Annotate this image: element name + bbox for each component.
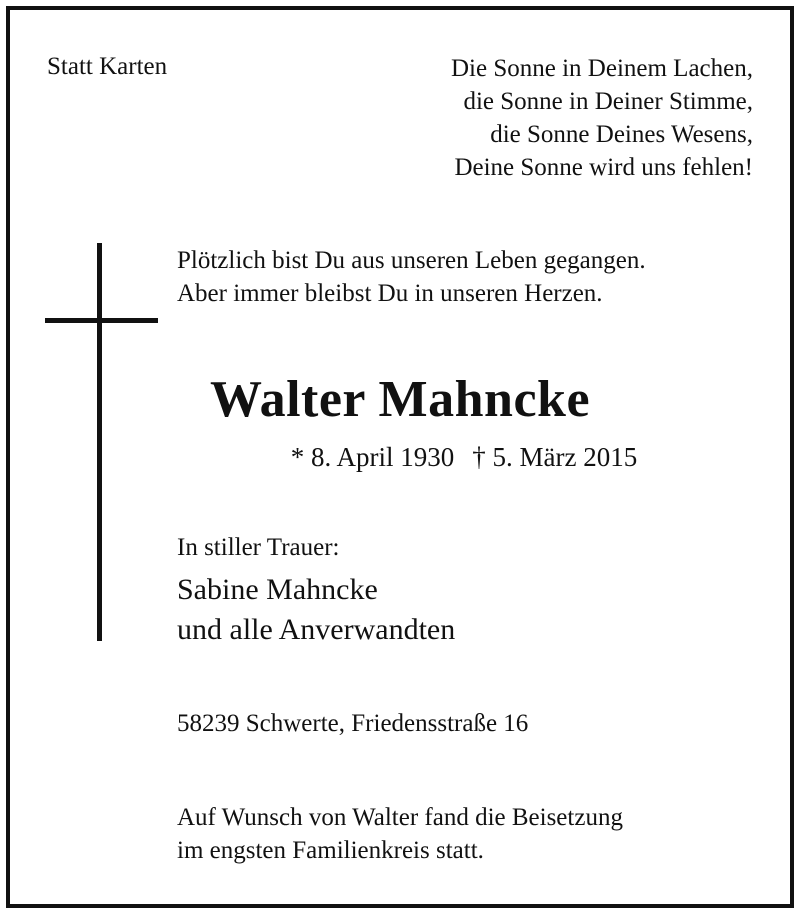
deceased-name: Walter Mahncke: [209, 371, 591, 428]
note-line: Auf Wunsch von Walter fand die Beisetzung: [177, 804, 623, 831]
poem-line: Deine Sonne wird uns fehlen!: [454, 154, 753, 181]
intro-line: Plötzlich bist Du aus unseren Leben gegangen.: [177, 247, 646, 274]
poem-line: die Sonne Deines Wesens,: [490, 121, 753, 148]
life-dates: [0, 440, 800, 474]
poem-line: Die Sonne in Deinem Lachen,: [451, 55, 753, 82]
poem-verse: [451, 52, 753, 184]
mourner-name: und alle Anverwandten: [177, 613, 456, 646]
birth-date: * 8. April 1930: [290, 442, 455, 472]
cross-horizontal-bar: [45, 318, 158, 323]
note-line: im engsten Familienkreis statt.: [177, 837, 484, 864]
mourners-list: [177, 570, 455, 650]
mourning-label: In stiller Trauer:: [177, 534, 340, 561]
mourner-name: Sabine Mahncke: [177, 573, 378, 606]
intro-line: Aber immer bleibst Du in unseren Herzen.: [177, 280, 603, 307]
poem-line: die Sonne in Deiner Stimme,: [463, 88, 753, 115]
funeral-note: [177, 801, 623, 867]
statt-karten-label: Statt Karten: [47, 53, 168, 80]
intro-text: [177, 244, 646, 310]
address: 58239 Schwerte, Friedensstraße 16: [177, 710, 529, 737]
death-date: † 5. März 2015: [472, 442, 638, 472]
